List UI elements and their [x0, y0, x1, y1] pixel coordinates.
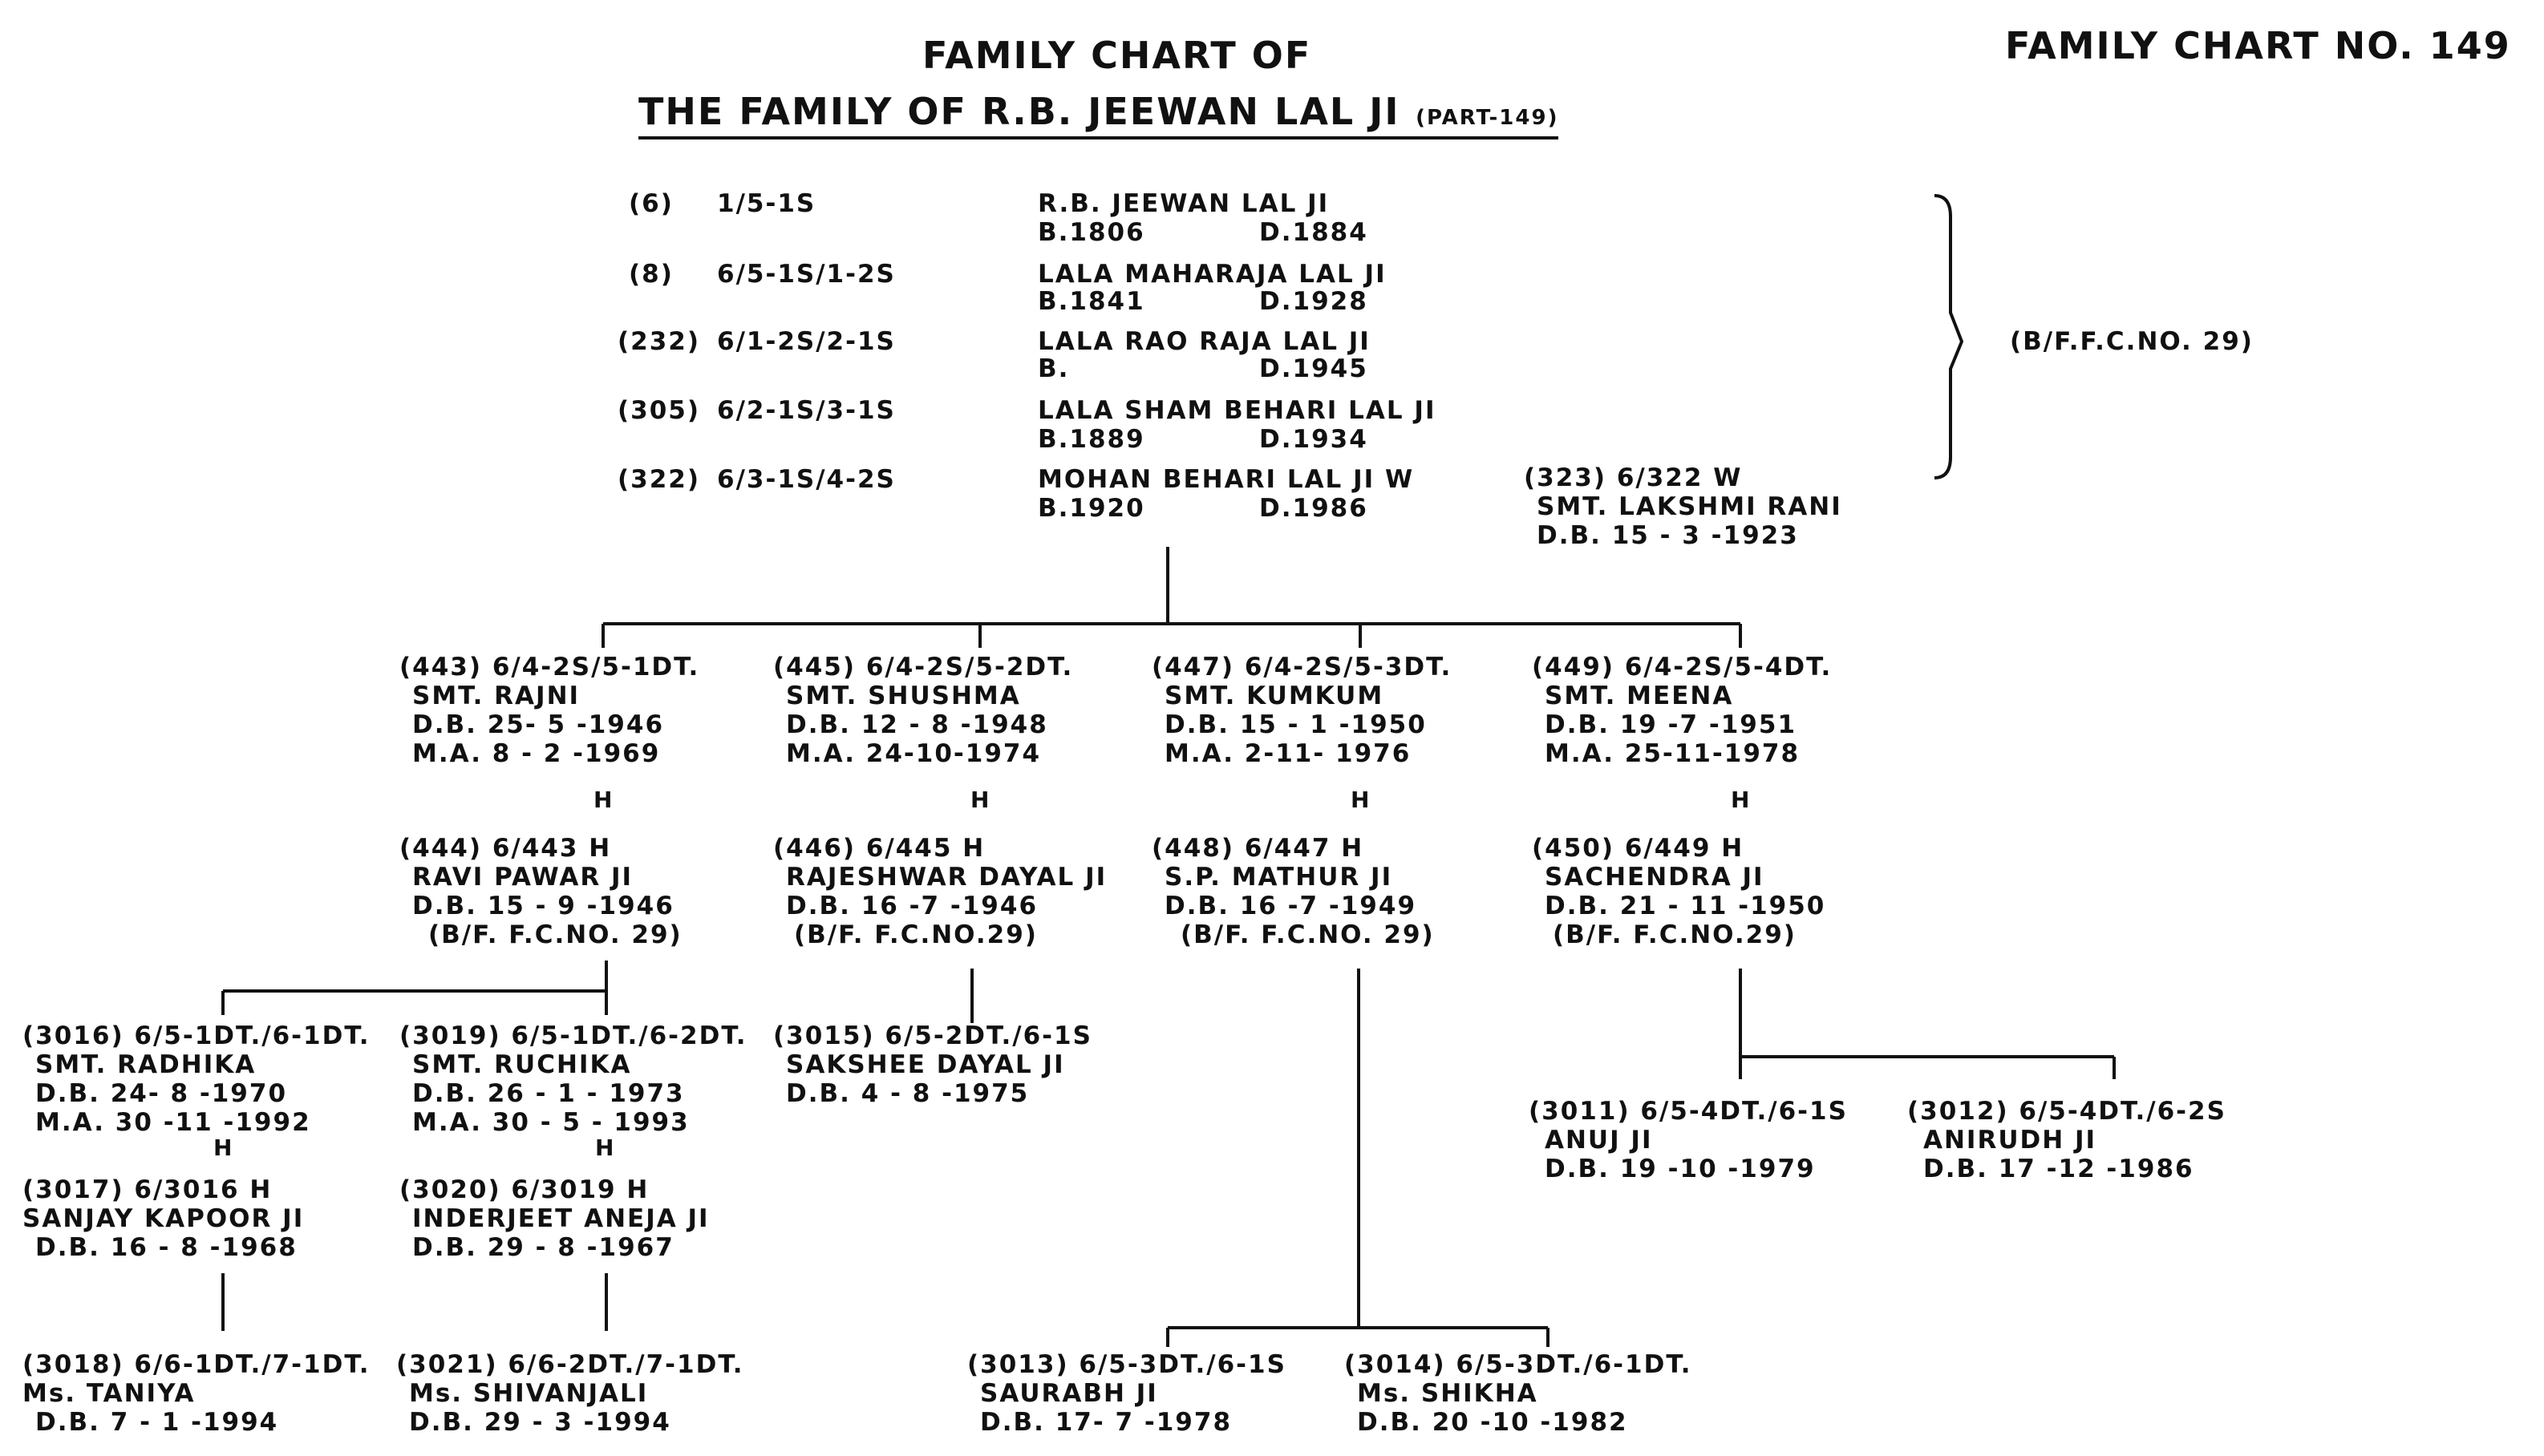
- node-birth: D.B. 26 - 1 - 1973: [412, 1079, 685, 1108]
- chart-number: FAMILY CHART NO. 149: [2005, 24, 2511, 67]
- ancestor-reference: (B/F.F.C.NO. 29): [2010, 327, 2254, 356]
- node-marriage: M.A. 30 - 5 - 1993: [412, 1108, 690, 1137]
- ancestor-path: 6/1-2S/2-1S: [717, 327, 896, 356]
- node-ref: (B/F. F.C.NO.29): [794, 920, 1038, 949]
- node-code: (3015) 6/5-2DT./6-1S: [773, 1021, 1092, 1050]
- ancestor-232-dates: [1038, 353, 1368, 385]
- ancestor-code: (6): [629, 189, 674, 218]
- ancestor-name: R.B. JEEWAN LAL JI: [1038, 189, 1330, 218]
- node-code: (323) 6/322 W: [1524, 463, 1743, 492]
- node-birth: D.B. 16 - 8 -1968: [35, 1233, 298, 1262]
- grandchild-3016: [22, 1021, 371, 1137]
- node-name: SMT. KUMKUM: [1165, 681, 1384, 710]
- ancestor-born: B.1889: [1038, 425, 1145, 454]
- grandchild-3013: [967, 1350, 1286, 1437]
- husband-marker: H: [1731, 787, 1752, 813]
- node-code: (3019) 6/5-1DT./6-2DT.: [399, 1021, 747, 1050]
- grandchild-3014: [1344, 1350, 1692, 1437]
- node-birth: D.B. 16 -7 -1946: [786, 892, 1039, 920]
- node-birth: D.B. 19 -7 -1951: [1545, 710, 1797, 739]
- ancestor-code: (232): [618, 327, 701, 356]
- node-name: SANJAY KAPOOR JI: [22, 1204, 305, 1233]
- node-name: INDERJEET ANEJA JI: [412, 1204, 710, 1233]
- node-birth: D.B. 19 -10 -1979: [1545, 1155, 1816, 1183]
- ancestor-died: D.1928: [1259, 287, 1368, 316]
- grandchild-3020: [399, 1175, 710, 1262]
- node-name: SMT. LAKSHMI RANI: [1537, 492, 1842, 521]
- ancestor-322: [618, 463, 1414, 495]
- grandchild-3012: [1907, 1097, 2226, 1183]
- node-birth: D.B. 17 -12 -1986: [1923, 1155, 2194, 1183]
- grandchild-3019: [399, 1021, 747, 1137]
- node-name: Ms. SHIVANJALI: [409, 1379, 649, 1408]
- node-birth: D.B. 4 - 8 -1975: [786, 1079, 1030, 1108]
- node-code: (3013) 6/5-3DT./6-1S: [967, 1350, 1286, 1379]
- husband-444: [399, 834, 683, 949]
- ancestor-name: LALA MAHARAJA LAL JI: [1038, 260, 1387, 289]
- node-birth: D.B. 20 -10 -1982: [1357, 1408, 1628, 1437]
- spouse-323: [1524, 463, 1842, 550]
- node-code: (448) 6/447 H: [1152, 834, 1364, 863]
- node-birth: D.B. 15 - 1 -1950: [1165, 710, 1427, 739]
- node-name: SACHENDRA JI: [1545, 863, 1764, 892]
- husband-marker: H: [595, 1134, 616, 1161]
- node-name: RAVI PAWAR JI: [412, 863, 634, 892]
- node-marriage: M.A. 25-11-1978: [1545, 739, 1801, 768]
- ancestor-8-dates: [1038, 285, 1368, 317]
- node-marriage: M.A. 8 - 2 -1969: [412, 739, 661, 768]
- chart-title: FAMILY CHART OF: [922, 34, 1312, 77]
- node-name: ANUJ JI: [1545, 1126, 1653, 1155]
- node-birth: D.B. 25- 5 -1946: [412, 710, 665, 739]
- node-birth: D.B. 29 - 8 -1967: [412, 1233, 674, 1262]
- node-name: Ms. SHIKHA: [1357, 1379, 1538, 1408]
- ancestor-path: 6/3-1S/4-2S: [717, 465, 896, 494]
- node-name: SMT. SHUSHMA: [786, 681, 1021, 710]
- node-marriage: M.A. 2-11- 1976: [1165, 739, 1412, 768]
- node-code: (3016) 6/5-1DT./6-1DT.: [22, 1021, 371, 1050]
- node-code: (450) 6/449 H: [1532, 834, 1744, 863]
- daughter-447: [1152, 653, 1452, 768]
- node-code: (3020) 6/3019 H: [399, 1175, 650, 1204]
- ancestor-born: B.1920: [1038, 494, 1145, 523]
- chart-subtitle: [638, 90, 1558, 140]
- node-birth: D.B. 15 - 9 -1946: [412, 892, 674, 920]
- ancestor-305-dates: [1038, 423, 1368, 455]
- grandchild-3015: [773, 1021, 1092, 1108]
- node-name: RAJESHWAR DAYAL JI: [786, 863, 1108, 892]
- husband-marker: H: [213, 1134, 234, 1161]
- ancestor-path: 1/5-1S: [717, 189, 816, 218]
- ancestor-died: D.1986: [1259, 494, 1368, 523]
- ancestor-born: B.: [1038, 354, 1070, 383]
- ancestor-died: D.1945: [1259, 354, 1368, 383]
- node-code: (443) 6/4-2S/5-1DT.: [399, 653, 700, 681]
- ancestor-name: LALA SHAM BEHARI LAL JI: [1038, 396, 1436, 425]
- great-grandchild-3018: [22, 1350, 371, 1437]
- ancestor-born: B.1806: [1038, 218, 1145, 247]
- node-code: (3011) 6/5-4DT./6-1S: [1529, 1097, 1848, 1126]
- ancestor-322-dates: [1038, 492, 1368, 524]
- husband-450: [1532, 834, 1825, 949]
- node-birth: D.B. 12 - 8 -1948: [786, 710, 1048, 739]
- ancestor-path: 6/2-1S/3-1S: [717, 396, 896, 425]
- node-ref: (B/F. F.C.NO.29): [1553, 920, 1797, 949]
- node-ref: (B/F. F.C.NO. 29): [1181, 920, 1435, 949]
- ancestor-code: (305): [618, 396, 701, 425]
- ancestor-name: MOHAN BEHARI LAL JI W: [1038, 465, 1415, 494]
- node-name: SAURABH JI: [980, 1379, 1158, 1408]
- node-code: (3021) 6/6-2DT./7-1DT.: [396, 1350, 744, 1379]
- node-code: (446) 6/445 H: [773, 834, 986, 863]
- node-birth: D.B. 21 - 11 -1950: [1545, 892, 1826, 920]
- node-code: (3014) 6/5-3DT./6-1DT.: [1344, 1350, 1692, 1379]
- node-birth: D.B. 29 - 3 -1994: [409, 1408, 671, 1437]
- node-birth: D.B. 24- 8 -1970: [35, 1079, 288, 1108]
- node-name: SMT. MEENA: [1545, 681, 1734, 710]
- node-name: SMT. RAJNI: [412, 681, 581, 710]
- node-name: ANIRUDH JI: [1923, 1126, 2097, 1155]
- daughter-449: [1532, 653, 1832, 768]
- ancestor-died: D.1884: [1259, 218, 1368, 247]
- ancestor-6-dates: [1038, 216, 1368, 249]
- node-marriage: M.A. 24-10-1974: [786, 739, 1042, 768]
- ancestor-died: D.1934: [1259, 425, 1368, 454]
- ancestor-code: (322): [618, 465, 701, 494]
- node-code: (444) 6/443 H: [399, 834, 612, 863]
- grandchild-3011: [1529, 1097, 1848, 1183]
- ancestor-6: [629, 188, 1329, 220]
- node-code: (3012) 6/5-4DT./6-2S: [1907, 1097, 2226, 1126]
- node-birth: D.B. 16 -7 -1949: [1165, 892, 1417, 920]
- grandchild-3017: [22, 1175, 304, 1262]
- ancestor-name: LALA RAO RAJA LAL JI: [1038, 327, 1371, 356]
- husband-446: [773, 834, 1107, 949]
- daughter-443: [399, 653, 699, 768]
- husband-marker: H: [593, 787, 614, 813]
- great-grandchild-3021: [396, 1350, 744, 1437]
- husband-448: [1152, 834, 1435, 949]
- node-code: (449) 6/4-2S/5-4DT.: [1532, 653, 1833, 681]
- node-birth: D.B. 17- 7 -1978: [980, 1408, 1233, 1437]
- node-code: (3017) 6/3016 H: [22, 1175, 273, 1204]
- node-code: (447) 6/4-2S/5-3DT.: [1152, 653, 1452, 681]
- node-name: Ms. TANIYA: [22, 1379, 196, 1408]
- node-birth: D.B. 15 - 3 -1923: [1537, 521, 1799, 550]
- ancestor-305: [618, 394, 1436, 427]
- node-name: SAKSHEE DAYAL JI: [786, 1050, 1065, 1079]
- husband-marker: H: [970, 787, 991, 813]
- node-code: (3018) 6/6-1DT./7-1DT.: [22, 1350, 371, 1379]
- node-code: (445) 6/4-2S/5-2DT.: [773, 653, 1074, 681]
- family-name: THE FAMILY OF R.B. JEEWAN LAL JI: [638, 90, 1400, 133]
- node-name: SMT. RADHIKA: [35, 1050, 257, 1079]
- node-name: S.P. MATHUR JI: [1165, 863, 1393, 892]
- node-birth: D.B. 7 - 1 -1994: [35, 1408, 279, 1437]
- ancestor-code: (8): [629, 260, 674, 289]
- ancestor-path: 6/5-1S/1-2S: [717, 260, 896, 289]
- daughter-445: [773, 653, 1073, 768]
- node-marriage: M.A. 30 -11 -1992: [35, 1108, 311, 1137]
- part-label: (PART-149): [1416, 106, 1559, 130]
- husband-marker: H: [1351, 787, 1371, 813]
- node-name: SMT. RUCHIKA: [412, 1050, 632, 1079]
- node-ref: (B/F. F.C.NO. 29): [428, 920, 683, 949]
- ancestor-born: B.1841: [1038, 287, 1145, 316]
